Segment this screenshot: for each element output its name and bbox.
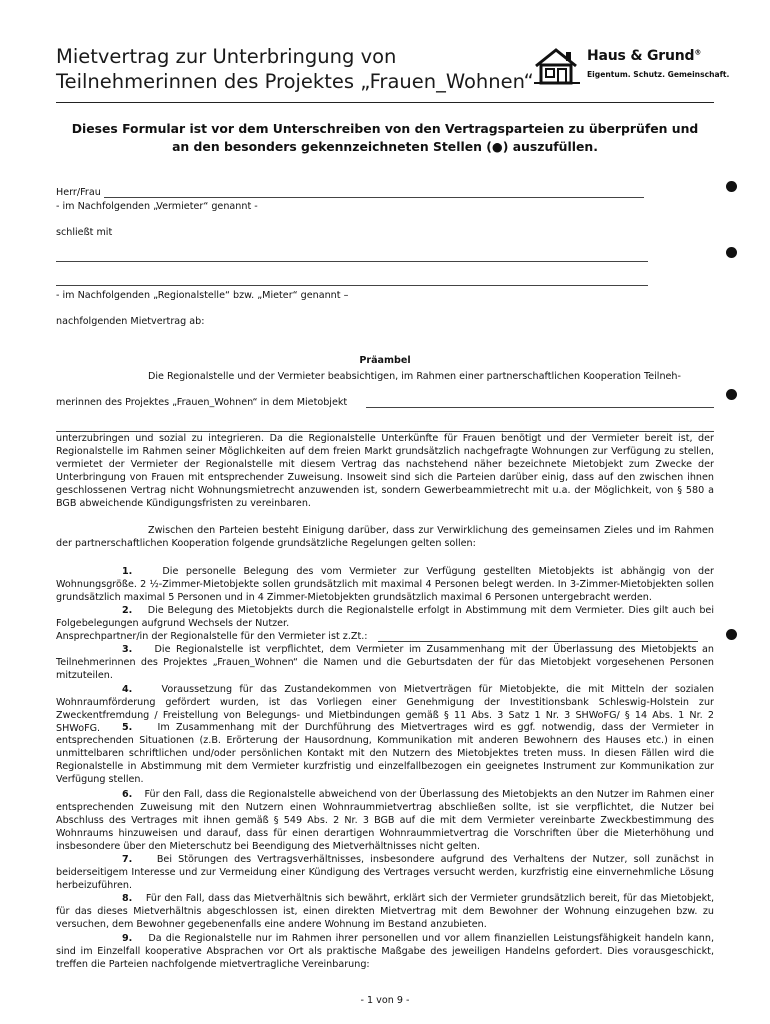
clause-text: Voraussetzung für das Zustandekommen von Mietverträgen für Mietobjekte, die mit Mitteln der sozialen Wohnraumförderung gefördert wurden, ist das Vorliegen einer Genehmigung der Investitionsbank Schleswig-Holstein zur Zweckentfremdung / Freistellung von Belegungs- und Mietbindungen gemäß § 11 Abs. 3 Satz 1 Nr. 3 SHWoFG/ § 14 Abs. 1 Nr. 2 SHWoFG. <box>56 684 714 735</box>
clause-number: 8. <box>122 893 133 904</box>
clause-text: Die personelle Belegung des vom Vermieter zur Verfügung gestellten Mietobjekts ist abhängig von der Wohnungsgröße. 2 ½-Zimmer-Mietobjekte sollen grundsätzlich mit maximal 4 Personen belegt werden. In 3-Zimmer-Mietobjekten sollen grundsätzlich maximal 5 Personen und in 4 Zimmer-Mietobjekten grundsätzlich maximal 6 Personen untergebracht werden. <box>56 566 714 604</box>
clause-text: Für den Fall, dass die Regionalstelle abweichend von der Überlassung des Mietobjekts an den Nutzer im Rahmen einer entsprechenden Zuweisung mit den Nutzern einen Wohnraummietvertrag abschließen sollte, ist sie verpflichtet, die Nutzer bei Abschluss des Vertrages mit ihnen gemäß § 549 Abs. 2 Nr. 3 BGB auf die mit dem Vermieter vereinbarte Zweckbestimmung des Wohnraums hinzuweisen und darauf, dass für einen derartigen Wohnraummietvertrag die Vorschriften über die Mieterhöhung und insbesondere über den Mieterschutz bei Beendigung des Mietverhältnisses nicht gelten. <box>56 789 715 853</box>
clause-number: 3. <box>122 644 133 655</box>
praeambel-heading: Präambel <box>359 355 411 366</box>
clause-text: Im Zusammenhang mit der Durchführung des Mietvertrages wird es ggf. notwendig, dass der Vermieter in entsprechenden Situationen (z.B. Erörterung der Hausordnung, Kommunikation mit anderen Bewohnern des Hauses etc.) in einen unmittelbaren schriftlichen und/oder persönlichen Kontakt mit den Nutzern des Mietobjektes treten muss. In diesen Fällen wird die Regionalstelle in Abstimmung mit dem Vermieter kurzfristig und einzelfallbezogen ein geeignetes Instrument zur Kommunikation zur Verfügung stellen. <box>56 722 714 786</box>
mietobjekt-field-1[interactable] <box>366 407 714 408</box>
clause-8 <box>56 892 714 931</box>
ansprechpartner-field[interactable] <box>378 641 698 642</box>
page-number: - 1 von 9 - <box>360 995 410 1006</box>
clause-1 <box>56 565 714 604</box>
clause-number: 4. <box>122 684 133 695</box>
schliesst-mit-label: schließt mit <box>56 227 113 238</box>
title-line-1: Mietvertrag zur Unterbringung von <box>56 45 397 68</box>
clause-3 <box>56 643 714 682</box>
clause-text: Die Regionalstelle ist verpflichtet, dem Vermieter im Zusammenhang mit der Überlassung des Mietobjekts an Teilnehmerinnen des Projektes „Frauen_Wohnen“ die Namen und die Geburtsdaten der für das Mietobjekt vorgesehenen Personen mitzuteilen. <box>56 644 714 682</box>
regionalstelle-field-2[interactable] <box>56 285 648 286</box>
clause-number: 9. <box>122 933 133 944</box>
required-field-bullet <box>726 247 737 258</box>
logo-brand: Haus & Grund® <box>587 48 702 64</box>
ansprechpartner-label: Ansprechpartner/in der Regionalstelle für den Vermieter ist z.Zt.: <box>56 631 368 642</box>
required-field-bullet <box>726 389 737 400</box>
clause-number: 5. <box>122 722 133 733</box>
clause-6 <box>56 788 714 853</box>
praeambel-agreement: Zwischen den Parteien besteht Einigung darüber, dass zur Verwirklichung des gemeinsamen Zieles und im Rahmen der partnerschaftlichen Kooperation folgende grundsätzliche Regelungen gelten sollen: <box>56 525 714 550</box>
clause-text: Die Belegung des Mietobjekts durch die Regionalstelle erfolgt in Abstimmung mit dem Vermieter. Dies gilt auch bei Folgebelegungen aufgrund Wechsels der Nutzer. <box>56 605 715 630</box>
document-title <box>56 44 534 94</box>
clause-number: 2. <box>122 605 133 616</box>
header-divider <box>56 102 714 103</box>
required-field-bullet <box>726 181 737 192</box>
nachfolgend-label: nachfolgenden Mietvertrag ab: <box>56 316 205 327</box>
clause-number: 7. <box>122 854 133 865</box>
regionalstelle-field-1[interactable] <box>56 261 648 262</box>
vermieter-note: - im Nachfolgenden „Vermieter“ genannt - <box>56 201 258 212</box>
praeambel-body: unterzubringen und sozial zu integrieren. Da die Regionalstelle Unterkünfte für Frauen benötigt und der Vermieter bereit ist, der Regionalstelle im Rahmen seiner Möglichkeiten auf dem freien Markt grundsätzlich nachgefragte Wohnungen zur Verfügung zu stellen, vermietet der Vermieter der Regionalstelle mit diesem Vertrag das nachstehend näher bezeichnete Mietobjekt zum Zwecke der Unterbringung von Frauen mit entsprechender Zuweisung. Insoweit sind sich die Parteien darüber einig, dass auf den zwischen ihnen geschlossenen Vertrag nicht Wohnungsmietrecht anzuwenden ist, sondern Gewerbeammietrecht mit u.a. der Möglichkeit, von § 580 a BGB abweichende Kündigungsfristen zu vereinbaren. <box>56 433 714 510</box>
clause-text: Für den Fall, dass das Mietverhältnis sich bewährt, erklärt sich der Vermieter grundsätzlich bereit, für das Mietobjekt, für das dieses Mietverhältnis abgeschlossen ist, einen direkten Mietvertrag mit dem Bewohner der Wohnung einzugehen bzw. zu versuchen, dem Bewohner gegebenenfalls eine andere Wohnung im Bestand anzubieten. <box>56 893 715 931</box>
clause-number: 6. <box>122 789 133 800</box>
clause-7 <box>56 853 714 892</box>
herr-frau-label: Herr/Frau <box>56 187 101 198</box>
vermieter-name-field[interactable] <box>104 197 644 198</box>
clause-number: 1. <box>122 566 133 577</box>
house-icon <box>532 46 582 86</box>
haus-und-grund-logo <box>532 44 730 88</box>
notice-line-2: an den besonders gekennzeichneten Stellen (●) auszufüllen. <box>172 139 598 154</box>
logo-slogan: Eigentum. Schutz. Gemeinschaft. <box>587 70 730 79</box>
required-field-bullet <box>726 629 737 640</box>
clause-9 <box>56 932 714 971</box>
clause-2 <box>56 604 714 630</box>
clause-text: Da die Regionalstelle nur im Rahmen ihrer personellen und vor allem finanziellen Leistungsfähigkeit handeln kann, sind im Einzelfall kooperative Absprachen vor Ort als praktische Maßgabe des jeweiligen Handelns gefordert. Dies vorausgeschickt, treffen die Parteien nachfolgende mietvertragliche Vereinbarung: <box>56 933 714 971</box>
clause-5 <box>56 721 714 786</box>
title-line-2: Teilnehmerinnen des Projektes „Frauen_Wohnen“ <box>56 70 534 93</box>
notice-line-1: Dieses Formular ist vor dem Unterschreiben von den Vertragsparteien zu überprüfen und <box>71 121 699 136</box>
form-notice <box>56 120 714 156</box>
regionalstelle-note: - im Nachfolgenden „Regionalstelle“ bzw. „Mieter“ genannt – <box>56 290 349 301</box>
praeambel-line-1: Die Regionalstelle und der Vermieter beabsichtigen, im Rahmen einer partnerschaftlichen Kooperation Teilneh- <box>148 371 681 382</box>
clause-text: Bei Störungen des Vertragsverhältnisses, insbesondere aufgrund des Verhaltens der Nutzer, soll zunächst in beiderseitigem Interesse und zur Vermeidung einer Kündigung des Vertrages versucht werden, kurzfristig eine einvernehmliche Lösung herbeizuführen. <box>56 854 714 892</box>
praeambel-line-2: merinnen des Projektes „Frauen_Wohnen“ in dem Mietobjekt <box>56 397 348 408</box>
